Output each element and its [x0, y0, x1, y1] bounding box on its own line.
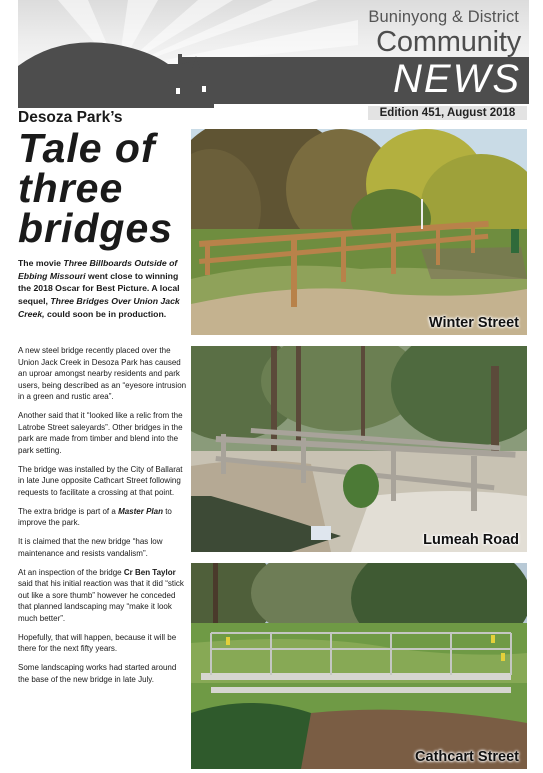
body-paragraph — [18, 506, 188, 529]
masthead-community: Community — [376, 26, 521, 58]
lead-text: could soon be in production. — [44, 308, 167, 319]
body-paragraph: The bridge was installed by the City of Ballarat in late June opposite Cathcart Street following requests to facilitate a crossing at that point. — [18, 464, 183, 497]
photo-caption: Winter Street — [428, 315, 519, 331]
timber-bridge-photo — [191, 346, 527, 552]
photo-lumeah-road — [191, 346, 527, 552]
article-headline — [18, 125, 193, 251]
headline-line: three — [18, 165, 124, 211]
lead-movie-title: Three Billboards Outside of Ebbing Missouri — [18, 258, 178, 281]
masthead — [18, 0, 529, 108]
headline-line: bridges — [18, 205, 174, 251]
masthead-org-name: Buninyong & District — [368, 8, 519, 26]
article-lead — [18, 257, 186, 321]
body-paragraph: Hopefully, that will happen, because it will be there for the next fifty years. — [18, 632, 177, 653]
headline-line: Tale of — [18, 125, 156, 171]
lead-text: went close to winning the 2018 Oscar for Best Picture. A local sequel, — [18, 270, 180, 307]
master-plan-emphasis: Master Plan — [118, 506, 163, 516]
lead-sequel-title: Three Bridges Over Union Jack Creek, — [18, 296, 180, 319]
body-text: At an inspection of the bridge — [18, 567, 124, 577]
photo-caption: Cathcart Street — [415, 749, 519, 765]
body-paragraph: A new steel bridge recently placed over the Union Jack Creek in Desoza Park has caused an uproar amongst nearby residents and park users, being described as an “eyesore intrusion in a green and rustic area”. — [18, 346, 187, 401]
photo-cathcart-street — [191, 563, 527, 769]
photo-winter-street — [191, 129, 527, 335]
article-body — [18, 345, 188, 693]
body-text: The extra bridge is part of a — [18, 506, 119, 516]
body-paragraph — [18, 567, 188, 625]
article-kicker: Desoza Park’s — [18, 109, 123, 126]
body-paragraph: Some landscaping works had started around the base of the new bridge in late July. — [18, 663, 177, 684]
timber-bridge-photo — [191, 129, 527, 335]
lead-text: The movie — [18, 258, 64, 268]
town-skyline-graphic — [18, 34, 218, 108]
steel-bridge-photo — [191, 563, 527, 769]
masthead-news: NEWS — [393, 57, 521, 101]
body-text: to improve the park. — [18, 506, 172, 527]
body-text: said that his initial reaction was that it did “stick out like a sore thumb” however he conceded that planned landscaping may “make it look much better”. — [18, 579, 184, 623]
body-paragraph: Another said that it “looked like a relic from the Latrobe Street saleyards”. Other bridges in the park are made from timber and blend into the park setting. — [18, 411, 183, 455]
councillor-name: Cr Ben Taylor — [123, 567, 176, 577]
edition-label: Edition 451, August 2018 — [368, 106, 527, 120]
photo-caption: Lumeah Road — [423, 532, 519, 548]
body-paragraph: It is claimed that the new bridge “has low maintenance and resists vandalism”. — [18, 537, 163, 558]
